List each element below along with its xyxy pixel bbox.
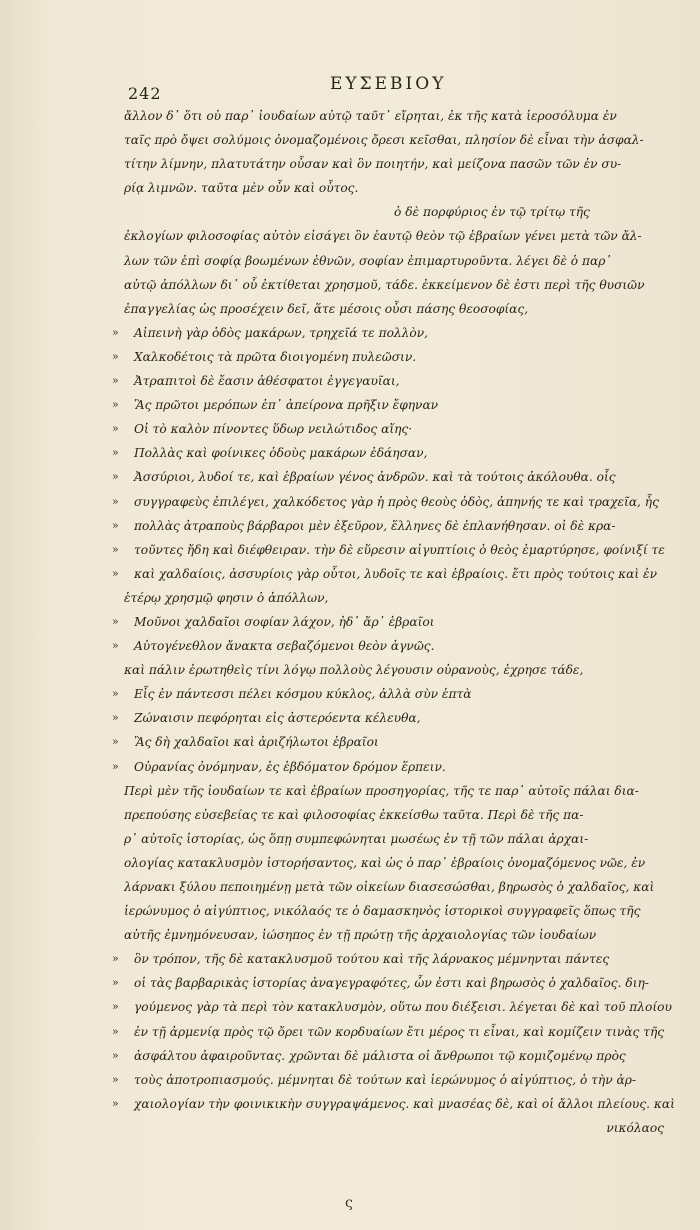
text-line xyxy=(112,730,664,754)
quotation-marker: » xyxy=(112,952,119,966)
text-line-content: Πολλὰς καὶ φοίνικες ὁδοὺς μακάρων ἐδάησαν, xyxy=(134,446,428,461)
text-line xyxy=(112,514,664,538)
text-line xyxy=(112,345,664,369)
text-line-content: Αἰπεινὴ γὰρ ὁδὸς μακάρων, τρηχεῖά τε πολλὸν, xyxy=(134,325,428,340)
quotation-marker: » xyxy=(112,711,119,725)
quotation-marker: » xyxy=(112,1096,119,1110)
text-line xyxy=(124,779,664,803)
text-line-content: καὶ πάλιν ἐρωτηθεὶς τίνι λόγῳ πολλοὺς λέγουσιν οὐρανοὺς, ἐχρησε τάδε, xyxy=(124,663,584,678)
text-line-content: Αὐτογένεθλον ἄνακτα σεβαζόμενοι θεὸν ἁγνῶς. xyxy=(134,639,435,654)
text-line-content: ἑτέρῳ χρησμῷ φησιν ὁ ἀπόλλων, xyxy=(124,590,329,605)
text-line xyxy=(124,923,664,947)
text-line-content: τοὺς ἀποτροπιασμούς. μέμνηται δὲ τούτων καὶ ἱερώνυμος ὁ αἰγύπτιος, ὁ τὴν ἀρ- xyxy=(134,1072,636,1087)
text-line xyxy=(124,875,664,899)
text-line xyxy=(124,176,664,200)
text-line-content: ολογίας κατακλυσμὸν ἱστορήσαντος, καὶ ὡς ὁ παρ᾽ ἑβραίοις ὀνομαζόμενος νῶε, ἐν xyxy=(124,855,646,870)
text-line xyxy=(112,755,664,779)
text-line-content: Ἃς δὴ χαλδαῖοι καὶ ἀριζήλωτοι ἑβραῖοι xyxy=(134,735,379,750)
text-line xyxy=(112,947,664,971)
text-line-content: ἐκλογίων φιλοσοφίας αὐτὸν εἰσάγει ὃν ἑαυτῷ θεὸν τῷ ἑβραίων γένει μετὰ τῶν ἄλ- xyxy=(124,229,642,244)
text-line xyxy=(124,152,664,176)
text-line xyxy=(124,586,664,610)
quotation-marker: » xyxy=(112,1072,119,1086)
text-line-content: ἱερώνυμος ὁ αἰγύπτιος, νικόλαός τε ὁ δαμασκηνὸς ἱστορικοὶ συγγραφεῖς ὅπως τῆς xyxy=(124,904,641,919)
text-line-content: ὃν τρόπον, τῆς δὲ κατακλυσμοῦ τούτου καὶ τῆς λάρνακος μέμνηνται πάντες xyxy=(134,952,610,967)
text-line-content: Ἀσσύριοι, λυδοί τε, καὶ ἑβραίων γένος ἀνδρῶν. καὶ τὰ τούτοις ἀκόλουθα. οἷς xyxy=(134,470,616,485)
text-line-content: Μοῦνοι χαλδαῖοι σοφίαν λάχον, ἠδ᾽ ἄρ᾽ ἑβραῖοι xyxy=(134,614,435,629)
signature-mark: ς xyxy=(345,1195,353,1211)
text-line xyxy=(124,200,664,224)
text-line-content: ἀσφάλτου ἀφαιροῦντας. χρῶνται δὲ μάλιστα οἱ ἄνθρωποι τῷ κομιζομένῳ πρὸς xyxy=(134,1048,626,1063)
text-line-content: τίτην λίμνην, πλατυτάτην οὖσαν καὶ ὃν ποιητήν, καὶ μείζονα πασῶν τῶν ἐν συ- xyxy=(124,157,622,172)
quotation-marker: » xyxy=(112,470,119,484)
text-line-content: ἐπαγγελίας ὡς προσέχειν δεῖ, ἅτε μέσοις οὖσι πάσης θεοσοφίας, xyxy=(124,301,529,316)
quotation-marker: » xyxy=(112,1024,119,1038)
body-text xyxy=(112,104,675,1140)
text-line-content: Ζώναισιν πεφόρηται εἰς ἀστερόεντα κέλευθα, xyxy=(134,711,421,726)
text-line xyxy=(124,297,664,321)
text-line xyxy=(112,706,664,730)
text-line xyxy=(112,971,664,995)
text-line xyxy=(124,851,664,875)
text-line-content: πρεπούσης εὐσεβείας τε καὶ φιλοσοφίας ἐκκείσθω ταῦτα. Περὶ δὲ τῆς πα- xyxy=(124,807,584,822)
text-line-content: Ἃς πρῶτοι μερόπων ἐπ᾽ ἀπείρονα πρῆξιν ἔφηναν xyxy=(134,398,439,413)
quotation-marker: » xyxy=(112,687,119,701)
text-line xyxy=(112,1068,664,1092)
text-line-content: Οὐρανίας ὀνόμηναν, ἐς ἑβδόματον δρόμον ἕρπειν. xyxy=(134,759,446,774)
quotation-marker: » xyxy=(112,759,119,773)
text-line-content: νικόλαος xyxy=(606,1120,664,1135)
text-line xyxy=(124,249,664,273)
text-line xyxy=(112,538,665,562)
text-line xyxy=(112,1092,675,1116)
text-line xyxy=(112,634,664,658)
running-head: ΕΥΣΕΒΙΟΥ xyxy=(330,74,447,94)
text-line xyxy=(112,562,664,586)
text-line-content: Εἷς ἐν πάντεσσι πέλει κόσμου κύκλος, ἀλλὰ σὺν ἑπτὰ xyxy=(134,687,472,702)
quotation-marker: » xyxy=(112,1048,119,1062)
text-line xyxy=(124,827,664,851)
quotation-marker: » xyxy=(112,639,119,653)
text-line xyxy=(112,441,664,465)
text-line-content: ὁ δὲ πορφύριος ἐν τῷ τρίτῳ τῆς xyxy=(394,205,590,220)
text-line xyxy=(112,1020,665,1044)
text-line xyxy=(112,610,664,634)
text-line xyxy=(124,803,664,827)
text-line-content: αὐτῷ ἀπόλλων δι᾽ οὗ ἐκτίθεται χρησμοῦ, τάδε. ἐκκείμενον δὲ ἐστι περὶ τῆς θυσιῶν xyxy=(124,277,645,292)
quotation-marker: » xyxy=(112,1000,119,1014)
text-line xyxy=(112,995,672,1019)
text-line-content: ταῖς πρὸ ὄψει σολύμοις ὀνομαζομένοις ὄρεσι κεῖσθαι, πλησίον δὲ εἶναι τὴν ἀσφαλ- xyxy=(124,133,644,148)
text-line xyxy=(124,1116,664,1140)
text-line xyxy=(112,393,664,417)
text-line xyxy=(124,899,664,923)
text-line-content: γούμενος γὰρ τὰ περὶ τὸν κατακλυσμὸν, οὕτω που διέξεισι. λέγεται δὲ καὶ τοῦ πλοίου xyxy=(134,1000,672,1015)
text-line-content: Περὶ μὲν τῆς ἰουδαίων τε καὶ ἑβραίων προσηγορίας, τῆς τε παρ᾽ αὐτοῖς πάλαι δια- xyxy=(124,783,639,798)
quotation-marker: » xyxy=(112,976,119,990)
text-line xyxy=(112,321,664,345)
text-line-content: λάρνακι ξύλου πεποιημένῃ μετὰ τῶν οἰκείων διασεσώσθαι, βηρωσὸς ὁ χαλδαῖος, καὶ xyxy=(124,880,655,894)
quotation-marker: » xyxy=(112,494,119,508)
text-line xyxy=(112,369,664,393)
text-line xyxy=(124,128,664,152)
quotation-marker: » xyxy=(112,614,119,628)
quotation-marker: » xyxy=(112,374,119,388)
text-line xyxy=(112,490,664,514)
text-line-content: ἄλλον δ᾽ ὅτι οὐ παρ᾽ ἰουδαίων αὐτῷ ταῦτ᾽ εἴρηται, ἐκ τῆς κατὰ ἱεροσόλυμα ἐν xyxy=(124,109,617,123)
quotation-marker: » xyxy=(112,398,119,412)
quotation-marker: » xyxy=(112,542,119,556)
quotation-marker: » xyxy=(112,735,119,749)
quotation-marker: » xyxy=(112,349,119,363)
text-line-content: Ἀτραπιτοὶ δὲ ἔασιν ἀθέσφατοι ἐγγεγαυῖαι, xyxy=(134,374,400,389)
text-line-content: χαιολογίαν τὴν φοινικικὴν συγγραψάμενος. καὶ μνασέας δὲ, καὶ οἱ ἄλλοι πλείους. καὶ xyxy=(134,1096,675,1111)
text-line-content: καὶ χαλδαίοις, ἀσσυρίοις γὰρ οὗτοι, λυδοῖς τε καὶ ἑβραίοις. ἔτι πρὸς τούτοις καὶ ἐν xyxy=(134,566,657,581)
text-line-content: οἱ τὰς βαρβαρικὰς ἱστορίας ἀναγεγραφότες, ὧν ἐστι καὶ βηρωσὸς ὁ χαλδαῖος. διη- xyxy=(134,976,649,991)
text-line-content: λων τῶν ἐπὶ σοφίᾳ βοωμένων ἐθνῶν, σοφίαν ἐπιμαρτυροῦντα. λέγει δὲ ὁ παρ᾽ xyxy=(124,253,612,268)
text-line-content: πολλὰς ἀτραποὺς βάρβαροι μὲν ἐξεῦρον, ἕλληνες δὲ ἐπλανήθησαν. οἱ δὲ κρα- xyxy=(134,518,616,533)
text-line-content: Χαλκοδέτοις τὰ πρῶτα διοιγομένη πυλεῶσιν. xyxy=(134,349,417,364)
quotation-marker: » xyxy=(112,446,119,460)
quotation-marker: » xyxy=(112,325,119,339)
text-line-content: Οἱ τὸ καλὸν πίνοντες ὕδωρ νειλώτιδος αἴης· xyxy=(134,422,413,437)
text-line-content: ἐν τῇ ἀρμενίᾳ πρὸς τῷ ὄρει τῶν κορδυαίων ἔτι μέρος τι εἶναι, καὶ κομίζειν τινὰς τῆς xyxy=(134,1024,665,1039)
text-line xyxy=(112,465,664,489)
quotation-marker: » xyxy=(112,566,119,580)
quotation-marker: » xyxy=(112,422,119,436)
text-line xyxy=(112,417,664,441)
text-line xyxy=(124,104,664,128)
page-number: 242 xyxy=(128,84,162,103)
text-line-content: αὐτῆς ἐμνημόνευσαν, ἰώσηπος ἐν τῇ πρώτῃ τῆς ἀρχαιολογίας τῶν ἰουδαίων xyxy=(124,928,597,943)
text-line xyxy=(112,1044,664,1068)
text-line-content: τοῦντες ἤδη καὶ διέφθειραν. τὴν δὲ εὕρεσιν αἰγυπτίοις ὁ θεὸς ἐμαρτύρησε, φοίνιξί τε xyxy=(134,542,665,557)
text-line-content: ρίᾳ λιμνῶν. ταῦτα μὲν οὖν καὶ οὗτος. xyxy=(124,181,359,196)
text-line xyxy=(124,658,664,682)
text-line-content: συγγραφεὺς ἐπιλέγει, χαλκόδετος γὰρ ἡ πρὸς θεοὺς ὁδὸς, ἀπηνής τε καὶ τραχεῖα, ἧς xyxy=(134,494,659,509)
text-line xyxy=(124,224,664,248)
quotation-marker: » xyxy=(112,518,119,532)
text-line xyxy=(124,273,664,297)
text-line-content: ρ᾽ αὐτοῖς ἱστορίας, ὡς ὅπῃ συμπεφώνηται μωσέως ἐν τῇ τῶν πάλαι ἀρχαι- xyxy=(124,831,589,846)
text-line xyxy=(112,682,664,706)
